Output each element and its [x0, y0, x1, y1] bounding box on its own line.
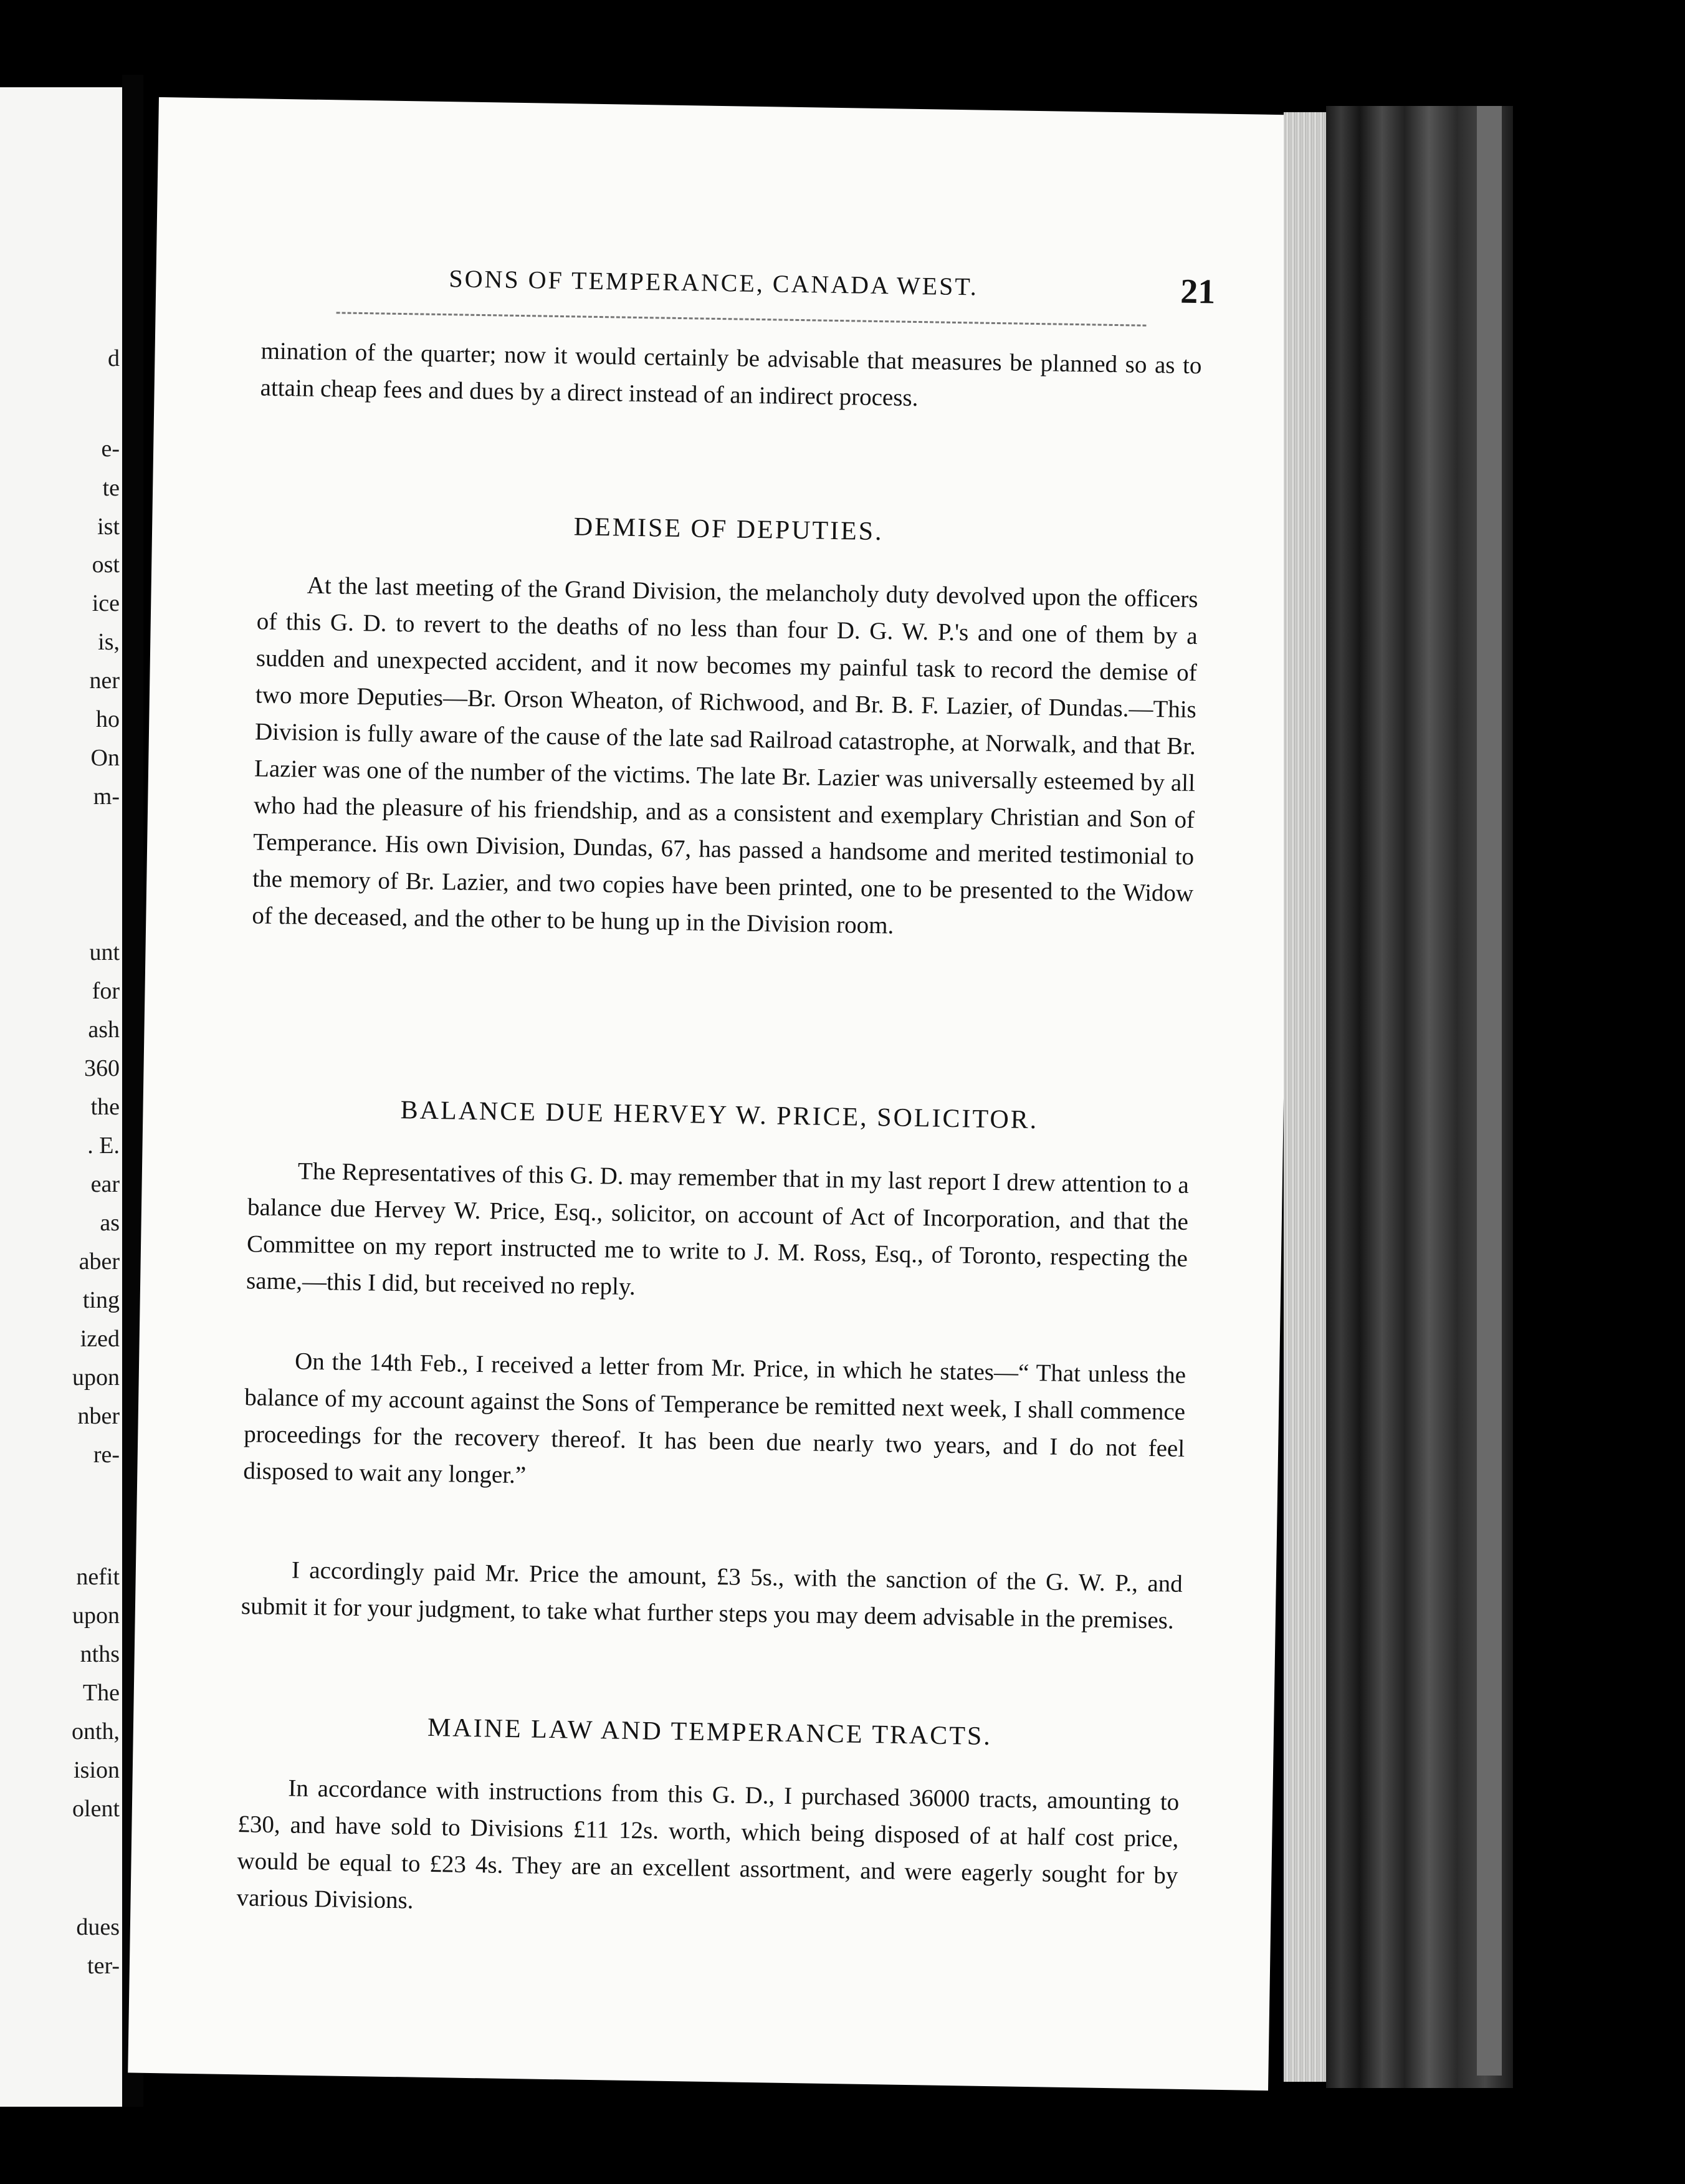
left-page-word: olent	[72, 1796, 120, 1822]
left-page-word: ist	[97, 514, 120, 540]
left-page-word: for	[92, 978, 120, 1004]
page-content	[236, 98, 1216, 1914]
section-body	[252, 566, 1198, 949]
left-page-fragment	[0, 87, 122, 2107]
header-rule	[337, 312, 1147, 326]
left-page-word: aber	[79, 1248, 120, 1275]
left-page-word: m-	[93, 783, 120, 810]
section-heading: BALANCE DUE HERVEY W. PRICE, SOLICITOR.	[400, 1096, 1039, 1135]
left-page-word: nefit	[76, 1564, 120, 1590]
left-page-word: as	[100, 1210, 120, 1236]
opening-block	[260, 332, 1202, 421]
left-page-word: 360	[84, 1055, 120, 1081]
section-body	[236, 1769, 1180, 1931]
left-page-word: te	[102, 475, 120, 501]
left-page-word: On	[90, 745, 120, 771]
section-heading: MAINE LAW AND TEMPERANCE TRACTS.	[427, 1713, 993, 1751]
paragraph: In accordance with instructions from this G. D., I purchased 36000 tracts, amounting to £30, and have sold to Divisions £11 12s. worth, which being disposed of at half cost price, would be equal to £23 4s. They are an excellent assortment, and were eagerly sought for by various Divisions.	[236, 1775, 1180, 1914]
left-page-word: The	[82, 1680, 120, 1706]
left-page-word: re-	[93, 1442, 120, 1468]
left-page-word: ash	[88, 1017, 120, 1043]
section-maine-law	[239, 1710, 1181, 1755]
left-page-word: nths	[80, 1641, 120, 1667]
left-page-word: ice	[92, 590, 120, 616]
section-balance-due	[249, 1093, 1190, 1138]
page-edges	[1284, 112, 1326, 2082]
left-page-word: ision	[74, 1757, 120, 1783]
section-heading: DEMISE OF DEPUTIES.	[573, 512, 884, 547]
left-page-word: onth,	[71, 1718, 120, 1745]
left-page-word: upon	[72, 1602, 120, 1629]
book-cover-rim	[1477, 106, 1502, 2076]
opening-paragraph: mination of the quarter; now it would certainly be advisable that measures be planned so as to attain cheap fees and dues by a direct instead of an indirect process.	[260, 337, 1202, 412]
paragraph: I accordingly paid Mr. Price the amount, £3 5s., with the sanction of the G. W. P., and submit it for your judgment, to take what further steps you may deem advisable in the premises.	[241, 1556, 1183, 1634]
left-page-word: ner	[89, 668, 120, 694]
running-title: SONS OF TEMPERANCE, CANADA WEST.	[449, 264, 979, 301]
page-header	[262, 261, 1216, 313]
left-page-word: ter-	[87, 1953, 120, 1979]
left-page-word: unt	[89, 939, 120, 965]
left-page-word: the	[90, 1094, 120, 1120]
section-body	[243, 1342, 1186, 1504]
section-body	[246, 1152, 1190, 1314]
left-page-word: upon	[72, 1364, 120, 1391]
left-page-word: ized	[80, 1326, 120, 1352]
paragraph: At the last meeting of the Grand Division, the melancholy duty devolved upon the officers of this G. D. to revert to the deaths of no less than four D. G. W. P.'s and one of them by a sudden and unexpected accident, and it now becomes my painful task to record the demise of two more Deputies—Br. Orson Wheaton, of Richwood, and Br. B. F. Lazier, of Dundas.—This Division is fully aware of the cause of the late sad Railroad catastrophe, at Norwalk, and that Br. Lazier was one of the number of the victims. The late Br. Lazier was universally esteemed by all who had the pleasure of his friendship, and as a consistent and exemplary Christian and Son of Temperance. His own Division, Dundas, 67, has passed a handsome and merited testimonial to the memory of Br. Lazier, and two copies have been printed, one to be presented to the Widow of the deceased, and the other to be hung up in the Division room.	[252, 572, 1198, 939]
paragraph: The Representatives of this G. D. may remember that in my last report I drew attention to a balance due Hervey W. Price, Esq., solicitor, on account of Act of Incorporation, and that the Committee on my report instructed me to write to J. M. Ross, Esq., of Toronto, respecting the same,—this I did, but received no reply.	[246, 1157, 1190, 1301]
left-page-word: dues	[76, 1914, 120, 1940]
left-page-word: ost	[92, 552, 120, 578]
left-page-word: ting	[82, 1287, 120, 1313]
left-page-word: ear	[90, 1171, 120, 1197]
left-page-word: nber	[77, 1403, 120, 1429]
section-body	[241, 1551, 1183, 1639]
book-page	[128, 97, 1299, 2091]
page-number: 21	[1180, 272, 1216, 312]
left-page-word: . E.	[87, 1133, 120, 1159]
left-page-word: is,	[98, 629, 120, 655]
left-page-word: d	[108, 345, 120, 371]
left-page-word: ho	[96, 706, 120, 732]
paragraph: On the 14th Feb., I received a letter from Mr. Price, in which he states—“ That unless the balance of my account against the Sons of Temperance be remitted next week, I shall commence proceedings for the recovery thereof. It has been due nearly two years, and I do not feel disposed to wait any longer.”	[243, 1348, 1186, 1489]
left-page-word: e-	[101, 436, 120, 462]
section-demise-of-deputies	[258, 507, 1200, 552]
